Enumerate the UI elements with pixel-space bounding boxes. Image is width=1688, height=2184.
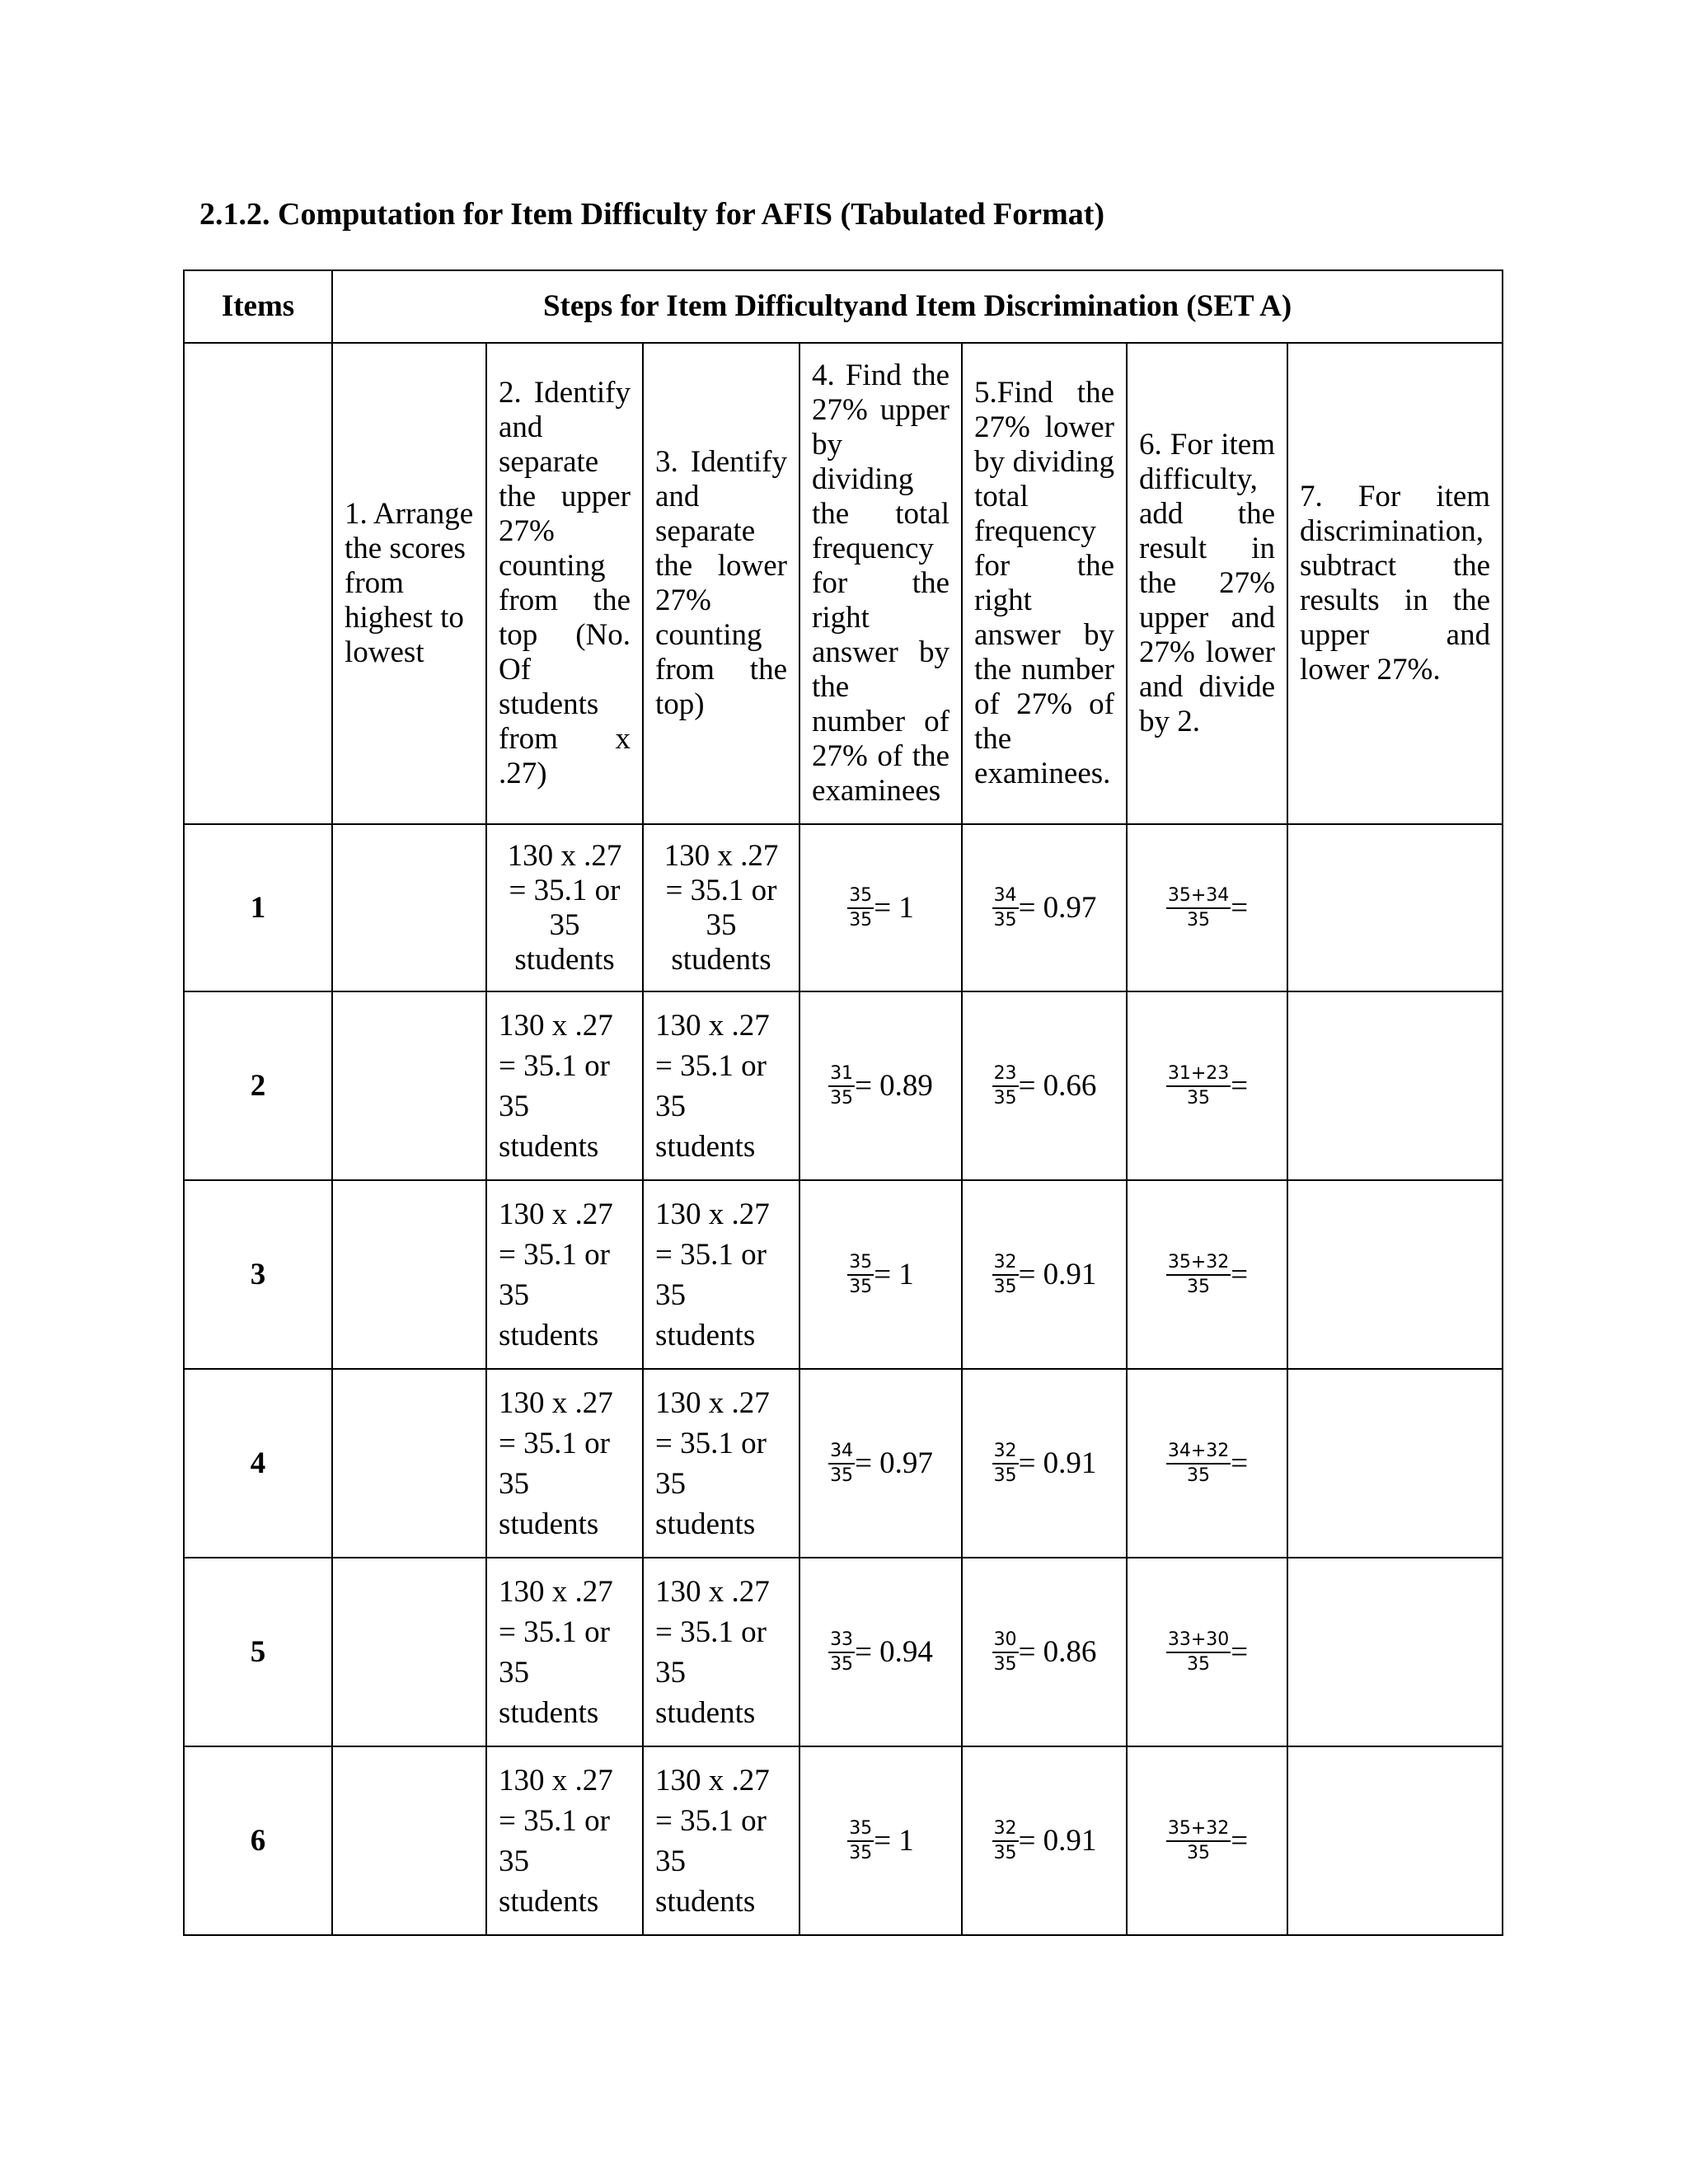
discrimination-value [1287, 1746, 1503, 1935]
calc-line: 130 x .27 [507, 838, 622, 873]
step-1-value [332, 1180, 486, 1369]
upper-result: = 1 [874, 1823, 914, 1858]
lower-result: = 0.91 [1018, 1257, 1097, 1291]
table-row [184, 1180, 1503, 1369]
fraction [992, 1251, 1019, 1299]
denominator: 35 [849, 909, 873, 930]
fraction [1166, 1440, 1231, 1488]
fraction [847, 1251, 874, 1299]
calc-line: students [499, 1507, 599, 1541]
step-1-value [332, 991, 486, 1180]
denominator: 35 [1187, 909, 1211, 930]
calc-line: = 35.1 or [499, 1615, 610, 1649]
fraction [1166, 1251, 1231, 1299]
lower-result: = 0.97 [1018, 890, 1097, 925]
calc-line: = 35.1 or [655, 1048, 767, 1083]
item-number: 4 [184, 1369, 332, 1558]
fraction [992, 1817, 1019, 1865]
fraction [992, 1629, 1019, 1676]
difficulty-formula [1127, 824, 1287, 991]
table-row [184, 1369, 1503, 1558]
denominator: 35 [993, 1653, 1017, 1675]
calc-line: 130 x .27 [499, 1385, 613, 1420]
calc-line: students [655, 1695, 756, 1730]
numerator: 33 [828, 1629, 855, 1653]
lower-27-formula [962, 1746, 1127, 1935]
numerator: 35 [847, 1251, 874, 1276]
item-analysis-table [183, 269, 1503, 1936]
denominator: 35 [1187, 1087, 1211, 1108]
items-header: Items [184, 270, 332, 343]
step-1-value [332, 1558, 486, 1746]
calc-line: = 35.1 or [655, 1803, 767, 1838]
discrimination-value [1287, 824, 1503, 991]
discrimination-value [1287, 1180, 1503, 1369]
table-row [184, 1558, 1503, 1746]
step-7-cell: 7. For item discrimination, subtract the results in the upper and lower 27%. [1287, 343, 1503, 824]
fraction [1166, 1062, 1231, 1110]
calc-line: 35 [655, 1844, 686, 1878]
numerator: 30 [992, 1629, 1019, 1653]
calc-line: 35 [499, 1844, 529, 1878]
upper-count-calc [486, 1558, 643, 1746]
calc-line: students [499, 1884, 599, 1919]
item-number: 3 [184, 1180, 332, 1369]
numerator: 34 [828, 1440, 855, 1465]
upper-result: = 0.89 [855, 1068, 933, 1103]
steps-row [184, 343, 1503, 824]
step-5-cell: 5.Find the 27% lower by dividing total frequency for the right answer by the number of 27% of the examinees. [962, 343, 1127, 824]
step-1-value [332, 1369, 486, 1558]
fraction [828, 1629, 855, 1676]
denominator: 35 [993, 1276, 1017, 1297]
difficulty-formula [1127, 1746, 1287, 1935]
calc-line: 35 [549, 907, 580, 942]
calc-line: 130 x .27 [655, 1763, 770, 1797]
calc-line: = 35.1 or [655, 1237, 767, 1272]
table-row [184, 824, 1503, 991]
fraction [992, 1062, 1019, 1110]
lower-count-calc [643, 1558, 799, 1746]
calc-line: = 35.1 or [499, 1803, 610, 1838]
lower-count-calc [643, 991, 799, 1180]
fraction [992, 884, 1019, 932]
denominator: 35 [1187, 1653, 1211, 1675]
numerator: 32 [992, 1440, 1019, 1465]
calc-line: 130 x .27 [655, 1008, 770, 1043]
calc-line: 130 x .27 [663, 838, 779, 873]
calc-line: 130 x .27 [655, 1385, 770, 1420]
numerator: 35+34 [1166, 884, 1231, 909]
denominator: 35 [830, 1465, 854, 1486]
upper-result: = 0.97 [855, 1446, 933, 1480]
step-4-cell: 4. Find the 27% upper by dividing the total frequency for the right answer by the number of 27% of the examinees [799, 343, 962, 824]
denominator: 35 [849, 1842, 873, 1863]
step-6-cell: 6. For item difficulty, add the result in the 27% upper and 27% lower and divide by 2. [1127, 343, 1287, 824]
numerator: 32 [992, 1817, 1019, 1842]
calc-line: students [655, 1884, 756, 1919]
calc-line: 35 [655, 1277, 686, 1312]
numerator: 32 [992, 1251, 1019, 1276]
calc-line: students [671, 942, 771, 977]
calc-line: = 35.1 or [499, 1048, 610, 1083]
calc-line: 35 [499, 1089, 529, 1123]
item-number: 5 [184, 1558, 332, 1746]
upper-result: = 1 [874, 1257, 914, 1291]
calc-line: students [499, 1695, 599, 1730]
document-title: 2.1.2. Computation for Item Difficulty for AFIS (Tabulated Format) [199, 197, 1105, 232]
numerator: 35+32 [1166, 1817, 1231, 1842]
fraction [1166, 1629, 1231, 1676]
difficulty-result: = [1231, 890, 1249, 925]
step-2-cell: 2. Identify and separate the upper 27% counting from the top (No. Of students from x .27) [486, 343, 643, 824]
calc-line: students [655, 1129, 756, 1164]
numerator: 35+32 [1166, 1251, 1231, 1276]
calc-line: students [655, 1318, 756, 1352]
calc-line: 130 x .27 [655, 1574, 770, 1609]
difficulty-result: = [1231, 1823, 1249, 1858]
numerator: 34+32 [1166, 1440, 1231, 1465]
calc-line: 35 [499, 1466, 529, 1501]
step-3-cell: 3. Identify and separate the lower 27% counting from the top) [643, 343, 799, 824]
fraction [992, 1440, 1019, 1488]
denominator: 35 [1187, 1276, 1211, 1297]
fraction [1166, 1817, 1231, 1865]
lower-27-formula [962, 1369, 1127, 1558]
calc-line: students [514, 942, 615, 977]
calc-line: = 35.1 or [655, 1615, 767, 1649]
upper-27-formula [799, 1746, 962, 1935]
steps-header: Steps for Item Difficultyand Item Discrimination (SET A) [332, 270, 1503, 343]
lower-count-calc [643, 1180, 799, 1369]
calc-line: 35 [655, 1089, 686, 1123]
upper-count-calc [486, 1746, 643, 1935]
denominator: 35 [830, 1087, 854, 1108]
calc-line: = 35.1 or [499, 1237, 610, 1272]
numerator: 23 [992, 1062, 1019, 1087]
upper-count-calc [486, 824, 643, 991]
difficulty-result: = [1231, 1068, 1249, 1103]
upper-27-formula [799, 1558, 962, 1746]
lower-result: = 0.91 [1018, 1823, 1097, 1858]
upper-count-calc [486, 991, 643, 1180]
denominator: 35 [1187, 1465, 1211, 1486]
difficulty-formula [1127, 1180, 1287, 1369]
lower-result: = 0.91 [1018, 1446, 1097, 1480]
upper-result: = 0.94 [855, 1634, 933, 1669]
calc-line: 130 x .27 [499, 1574, 613, 1609]
numerator: 33+30 [1166, 1629, 1231, 1653]
upper-27-formula [799, 1180, 962, 1369]
calc-line: 35 [499, 1655, 529, 1690]
upper-27-formula [799, 1369, 962, 1558]
difficulty-result: = [1231, 1257, 1249, 1291]
fraction [828, 1062, 855, 1110]
item-number: 6 [184, 1746, 332, 1935]
item-rows [184, 824, 1503, 1935]
calc-line: 35 [655, 1655, 686, 1690]
difficulty-formula [1127, 1369, 1287, 1558]
difficulty-formula [1127, 1558, 1287, 1746]
denominator: 35 [993, 1465, 1017, 1486]
numerator: 34 [992, 884, 1019, 909]
fraction [847, 884, 874, 932]
item-number: 2 [184, 991, 332, 1180]
table-header-row [184, 270, 1503, 343]
lower-count-calc [643, 1369, 799, 1558]
numerator: 35 [847, 884, 874, 909]
lower-result: = 0.66 [1018, 1068, 1097, 1103]
difficulty-formula [1127, 991, 1287, 1180]
table-row [184, 1746, 1503, 1935]
lower-27-formula [962, 1180, 1127, 1369]
numerator: 31 [828, 1062, 855, 1087]
numerator: 35 [847, 1817, 874, 1842]
table-row [184, 991, 1503, 1180]
item-number: 1 [184, 824, 332, 991]
step-1-value [332, 1746, 486, 1935]
step-1-value [332, 824, 486, 991]
denominator: 35 [849, 1276, 873, 1297]
fraction [1166, 884, 1231, 932]
numerator: 31+23 [1166, 1062, 1231, 1087]
upper-27-formula [799, 991, 962, 1180]
calc-line: 130 x .27 [499, 1197, 613, 1231]
calc-line: = 35.1 or [509, 873, 621, 907]
denominator: 35 [993, 909, 1017, 930]
lower-27-formula [962, 991, 1127, 1180]
difficulty-result: = [1231, 1446, 1249, 1480]
upper-result: = 1 [874, 890, 914, 925]
denominator: 35 [830, 1653, 854, 1675]
upper-27-formula [799, 824, 962, 991]
calc-line: 130 x .27 [655, 1197, 770, 1231]
upper-count-calc [486, 1180, 643, 1369]
denominator: 35 [993, 1087, 1017, 1108]
step-1-cell: 1. Arrange the scores from highest to lowest [332, 343, 486, 824]
calc-line: students [655, 1507, 756, 1541]
discrimination-value [1287, 1369, 1503, 1558]
lower-27-formula [962, 1558, 1127, 1746]
lower-count-calc [643, 1746, 799, 1935]
lower-result: = 0.86 [1018, 1634, 1097, 1669]
calc-line: 35 [499, 1277, 529, 1312]
calc-line: students [499, 1318, 599, 1352]
fraction [828, 1440, 855, 1488]
difficulty-result: = [1231, 1634, 1249, 1669]
calc-line: 35 [655, 1466, 686, 1501]
discrimination-value [1287, 1558, 1503, 1746]
calc-line: = 35.1 or [499, 1426, 610, 1460]
denominator: 35 [993, 1842, 1017, 1863]
calc-line: 130 x .27 [499, 1763, 613, 1797]
denominator: 35 [1187, 1842, 1211, 1863]
empty-cell [184, 343, 332, 824]
calc-line: = 35.1 or [655, 1426, 767, 1460]
upper-count-calc [486, 1369, 643, 1558]
lower-count-calc [643, 824, 799, 991]
discrimination-value [1287, 991, 1503, 1180]
calc-line: = 35.1 or [665, 873, 777, 907]
calc-line: students [499, 1129, 599, 1164]
calc-line: 130 x .27 [499, 1008, 613, 1043]
fraction [847, 1817, 874, 1865]
calc-line: 35 [706, 907, 737, 942]
lower-27-formula [962, 824, 1127, 991]
